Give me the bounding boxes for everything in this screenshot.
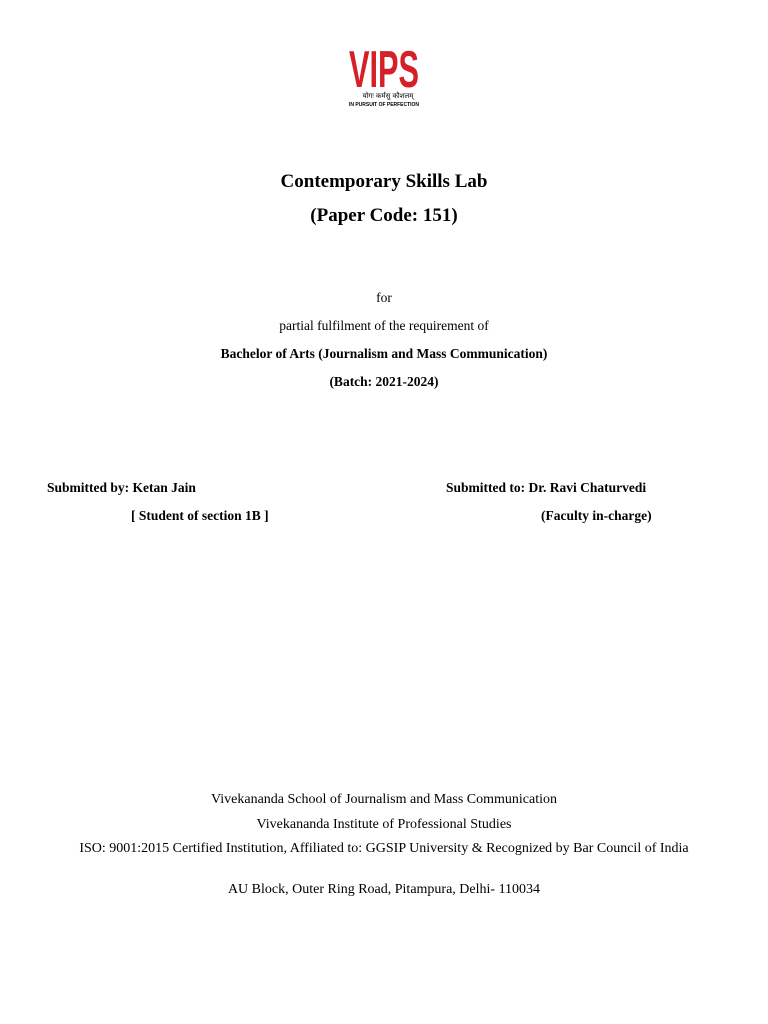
- paper-code: (Paper Code: 151): [310, 205, 458, 226]
- accreditation-text: ISO: 9001:2015 Certified Institution, Affiliated to: GGSIP University & Recognized by Bar Council of India: [79, 841, 689, 856]
- for-text: for: [376, 290, 392, 305]
- logo-wordmark: VIPS: [349, 42, 419, 99]
- submitted-by: Submitted by: Ketan Jain: [47, 480, 196, 495]
- student-section: [ Student of section 1B ]: [131, 508, 269, 523]
- institute-name: Vivekananda Institute of Professional Studies: [256, 817, 512, 832]
- course-title: Contemporary Skills Lab: [280, 171, 488, 192]
- degree-text: Bachelor of Arts (Journalism and Mass Communication): [220, 346, 548, 361]
- batch-text: (Batch: 2021-2024): [329, 374, 439, 389]
- faculty-role: (Faculty in-charge): [541, 508, 652, 523]
- submitted-to: Submitted to: Dr. Ravi Chaturvedi: [446, 480, 647, 495]
- vips-logo: [348, 42, 420, 108]
- vips-logo-graphic: [348, 42, 420, 108]
- requirement-text: partial fulfilment of the requirement of: [279, 318, 489, 333]
- logo-tagline: IN PURSUIT OF PERFECTION: [349, 102, 420, 108]
- address-text: AU Block, Outer Ring Road, Pitampura, Delhi- 110034: [227, 882, 541, 897]
- logo-motto: योगः कर्मसु कौशलम्: [362, 92, 414, 100]
- school-name: Vivekananda School of Journalism and Mass Communication: [211, 792, 557, 807]
